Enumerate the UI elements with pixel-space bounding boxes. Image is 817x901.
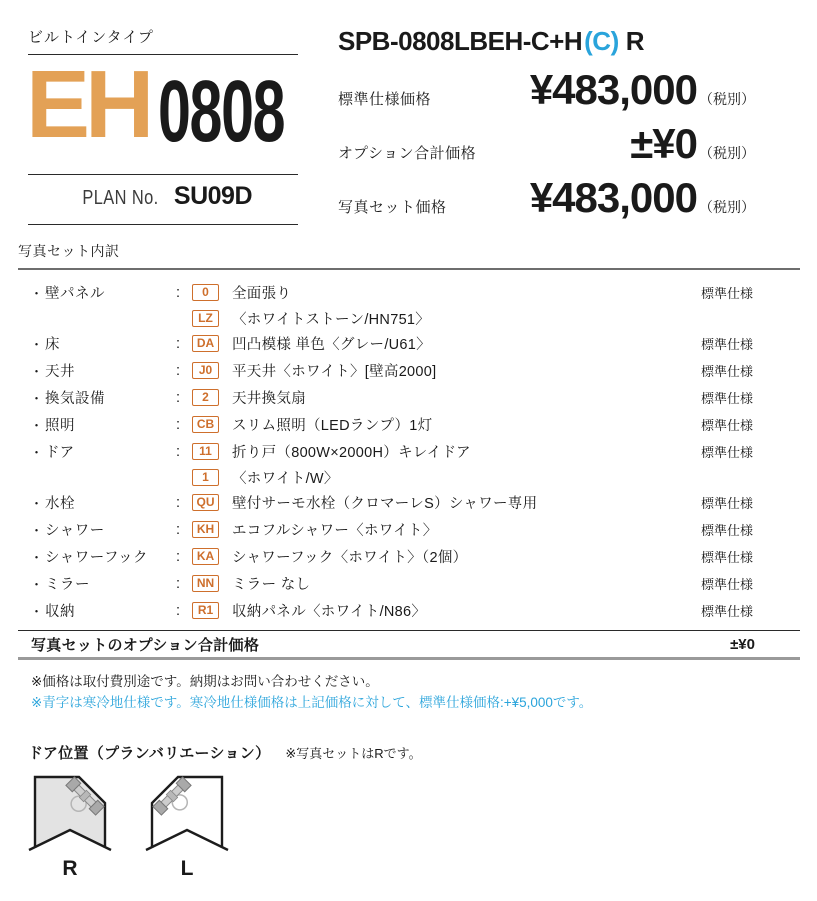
door-variant-label: L — [180, 857, 194, 880]
spec-code-badge: 1 — [192, 469, 219, 486]
price-label: オプション合計価格 — [338, 145, 477, 162]
bullet: ・ — [30, 337, 44, 352]
bullet: ・ — [30, 496, 44, 511]
spec-code-badge: LZ — [192, 310, 219, 327]
spec-description: スリム照明（LEDランプ）1灯 — [232, 418, 433, 434]
door-variant-label: R — [62, 857, 78, 880]
tax-note: （税別） — [699, 91, 755, 107]
colon: : — [176, 494, 181, 511]
spec-status: 標準仕様 — [700, 337, 753, 352]
spec-status: 標準仕様 — [700, 496, 753, 511]
product-code-cold-region: (C) — [584, 26, 619, 56]
door-position-note: ※写真セットはRです。 — [285, 746, 422, 761]
bullet: ・ — [30, 577, 44, 592]
header — [18, 26, 800, 225]
door-position-header — [28, 742, 800, 763]
spec-status: 標準仕様 — [700, 604, 753, 619]
door-diagrams — [28, 775, 800, 881]
spec-row-mirror — [18, 570, 800, 597]
door-variant-r — [28, 775, 112, 881]
plan-number-value: SU09D — [173, 182, 253, 210]
spec-status: 標準仕様 — [700, 418, 753, 433]
product-code-suffix: R — [625, 26, 645, 56]
spec-code-badge: 2 — [192, 389, 219, 406]
door-position-section — [18, 742, 800, 881]
door-variant-l — [145, 775, 229, 881]
spec-code-badge: CB — [192, 416, 219, 433]
footnote-cold-region: ※青字は寒冷地仕様です。寒冷地仕様価格は上記価格に対して、標準仕様価格:+¥5,000です。 — [31, 695, 593, 710]
colon: : — [176, 389, 181, 406]
colon: : — [176, 443, 181, 460]
option-total-bar — [18, 630, 800, 660]
product-code-main: SPB-0808LBEH-C+H — [338, 26, 583, 56]
spec-code-badge: 11 — [192, 443, 219, 460]
spec-description: シャワーフック〈ホワイト〉（2個） — [232, 550, 468, 566]
breakdown-title: 写真セット内訳 — [18, 243, 120, 259]
spec-label: 水栓 — [45, 496, 75, 512]
section-divider — [18, 268, 800, 270]
spec-description: 平天井〈ホワイト〉[壁高2000] — [232, 364, 437, 380]
spec-row-lighting — [18, 411, 800, 438]
plan-number — [28, 175, 298, 217]
floor-plan-r-icon — [28, 775, 112, 854]
spec-label: 照明 — [45, 418, 75, 434]
footnote-price: ※価格は取付費別途です。納期はお問い合わせください。 — [31, 674, 379, 689]
product-code — [338, 26, 755, 57]
spec-row-door-color — [18, 465, 800, 489]
option-total-label: 写真セットのオプション合計価格 — [31, 636, 260, 654]
spec-row-shower — [18, 516, 800, 543]
spec-description: エコフルシャワー〈ホワイト〉 — [232, 523, 438, 539]
price-value: ±¥0 — [630, 120, 697, 167]
floor-plan-l-icon — [145, 775, 229, 854]
colon: : — [176, 548, 181, 565]
model-logo — [26, 51, 298, 167]
bullet: ・ — [30, 550, 44, 565]
spec-row-floor — [18, 330, 800, 357]
bullet: ・ — [30, 418, 44, 433]
spec-label: シャワーフック — [45, 550, 148, 566]
spec-row-ventilation — [18, 384, 800, 411]
spec-row-storage — [18, 597, 800, 624]
price-block — [338, 26, 800, 225]
spec-status: 標準仕様 — [700, 364, 753, 379]
colon: : — [176, 335, 181, 352]
price-value: ¥483,000 — [529, 66, 697, 113]
spec-label: ドア — [45, 445, 75, 461]
spec-label: シャワー — [45, 523, 105, 539]
spec-description: 天井換気扇 — [232, 391, 306, 407]
door-position-title: ドア位置（プランバリエーション） — [28, 745, 271, 762]
bullet: ・ — [30, 523, 44, 538]
price-value: ¥483,000 — [529, 174, 697, 221]
spec-status: 標準仕様 — [700, 577, 753, 592]
price-label: 標準仕様価格 — [338, 91, 432, 108]
spec-code-badge: R1 — [192, 602, 219, 619]
colon: : — [176, 284, 181, 301]
spec-description: 〈ホワイトストーン/HN751〉 — [232, 311, 431, 328]
spec-label: 壁パネル — [45, 286, 105, 302]
tax-note: （税別） — [699, 199, 755, 215]
spec-label: 収納 — [45, 604, 75, 620]
spec-code-badge: J0 — [192, 362, 219, 379]
price-label: 写真セット価格 — [338, 199, 447, 216]
spec-code-badge: DA — [192, 335, 219, 352]
spec-code-badge: 0 — [192, 284, 219, 301]
model-series-text: EH — [26, 51, 150, 158]
spec-status: 標準仕様 — [700, 550, 753, 565]
bullet: ・ — [30, 604, 44, 619]
spec-label: 換気設備 — [45, 391, 105, 407]
bullet: ・ — [30, 445, 44, 460]
divider — [28, 224, 298, 225]
spec-row-wall-panel-color — [18, 306, 800, 330]
model-block — [28, 26, 298, 225]
price-row-options — [338, 120, 755, 167]
bullet: ・ — [30, 364, 44, 379]
spec-row-wall-panel — [18, 279, 800, 306]
bullet: ・ — [30, 391, 44, 406]
spec-description: 全面張り — [232, 286, 292, 302]
spec-description: 折り戸（800W×2000H）キレイドア — [232, 445, 471, 461]
spec-status: 標準仕様 — [700, 445, 753, 460]
spec-table — [18, 279, 800, 624]
option-total-value: ±¥0 — [730, 635, 755, 653]
colon: : — [176, 575, 181, 592]
spec-row-shower-hook — [18, 543, 800, 570]
price-row-standard — [338, 66, 755, 113]
spec-row-faucet — [18, 489, 800, 516]
footnotes — [18, 671, 800, 713]
spec-row-door — [18, 438, 800, 465]
spec-label: 天井 — [45, 364, 75, 380]
spec-code-badge: NN — [192, 575, 219, 592]
spec-status: 標準仕様 — [700, 523, 753, 538]
spec-description: 壁付サーモ水栓（クロマーレS）シャワー専用 — [232, 496, 538, 512]
spec-description: 〈ホワイト/W〉 — [232, 470, 339, 487]
spec-code-badge: KH — [192, 521, 219, 538]
bullet: ・ — [30, 286, 44, 301]
colon: : — [176, 362, 181, 379]
spec-row-ceiling — [18, 357, 800, 384]
type-label: ビルトインタイプ — [28, 29, 154, 46]
price-row-photo-set — [338, 174, 755, 221]
plan-number-label: PLAN No. — [82, 187, 159, 209]
tax-note: （税別） — [699, 145, 755, 161]
spec-description: 収納パネル〈ホワイト/N86〉 — [232, 604, 427, 620]
colon: : — [176, 416, 181, 433]
spec-description: ミラー なし — [232, 577, 311, 593]
spec-code-badge: KA — [192, 548, 219, 565]
spec-label: ミラー — [45, 577, 90, 593]
spec-label: 床 — [45, 337, 60, 353]
model-number-text: 0808 — [158, 63, 285, 160]
colon: : — [176, 521, 181, 538]
spec-description: 凹凸模様 単色〈グレー/U61〉 — [232, 337, 431, 353]
spec-code-badge: QU — [192, 494, 219, 511]
spec-status: 標準仕様 — [700, 391, 753, 406]
colon: : — [176, 602, 181, 619]
spec-status: 標準仕様 — [700, 286, 753, 301]
